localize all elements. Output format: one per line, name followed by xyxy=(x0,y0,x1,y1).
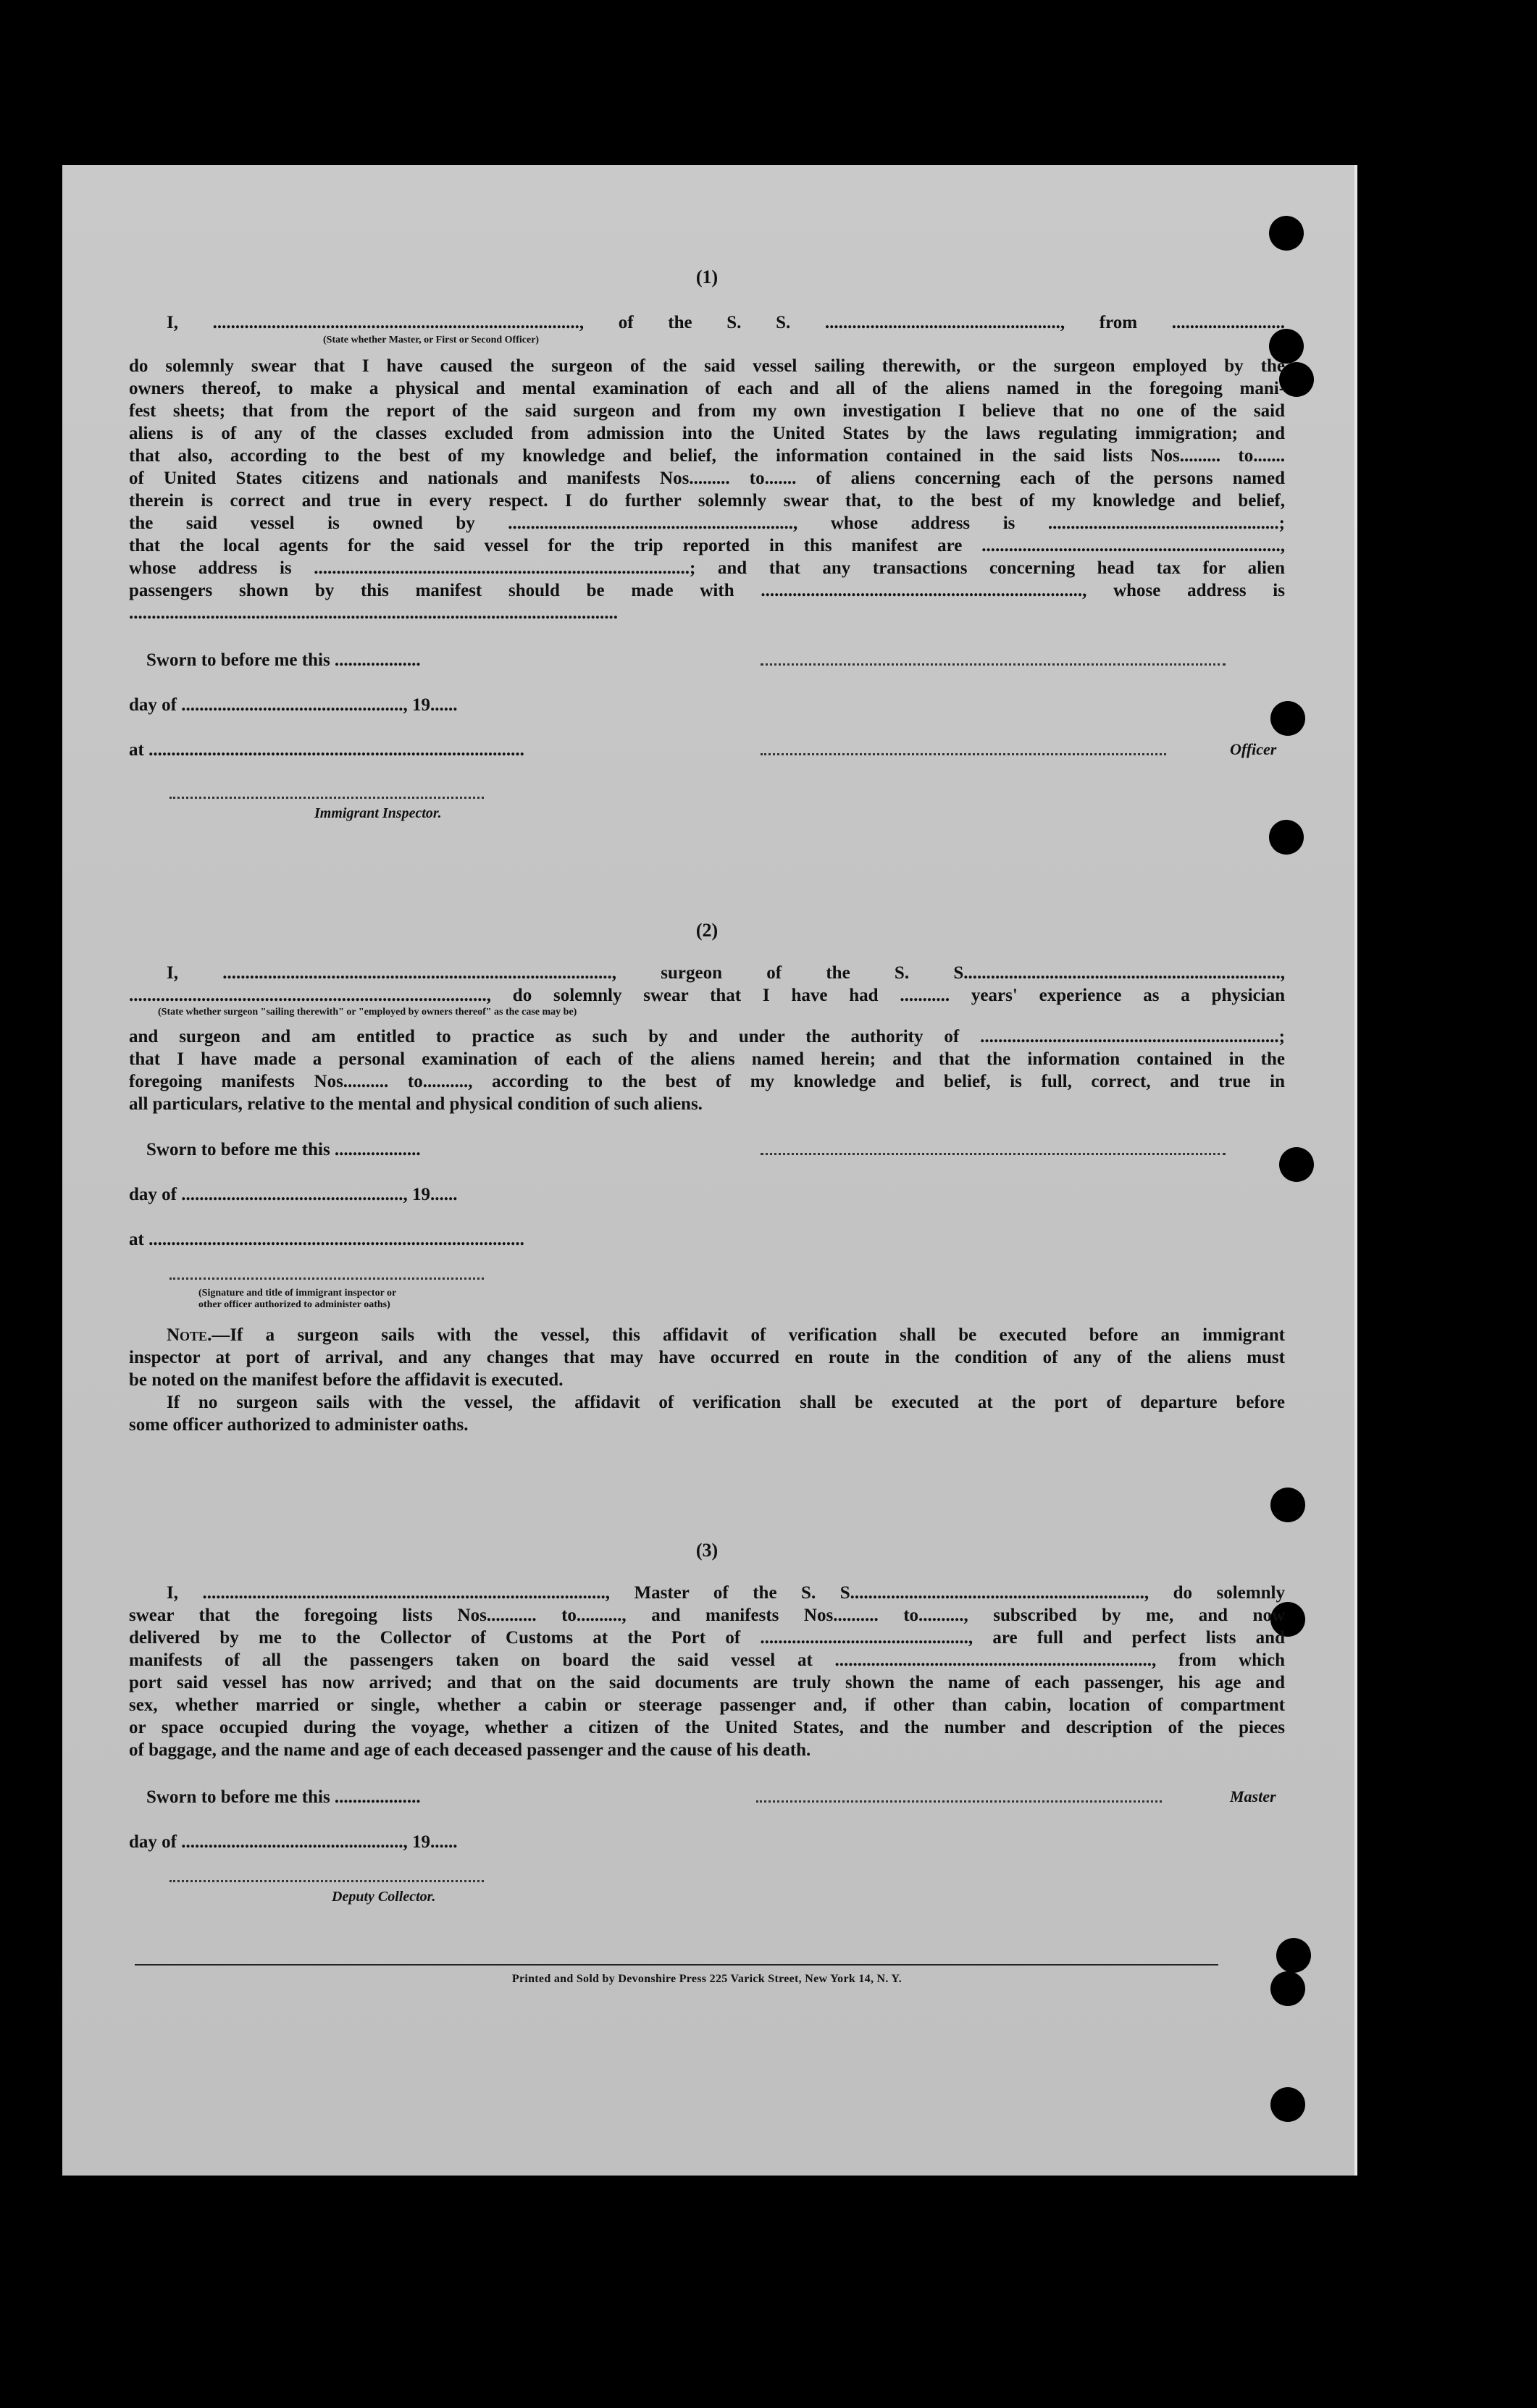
note-text: —If a surgeon sails with the vessel, this affidavit of verification shall be executed before an immigrant xyxy=(212,1325,1285,1345)
oath-line: therein is correct and true in every respect. I do further solemnly swear that, to the best of my knowledge and belief, xyxy=(129,491,1285,511)
at-label: at ................................................................................... xyxy=(129,740,524,760)
signature-line xyxy=(761,1153,1226,1155)
manifest-sheet xyxy=(62,165,1354,2176)
inspector-signature-line xyxy=(169,1278,484,1280)
oath-line: that I have made a personal examination of each of the aliens named herein; and that the information contained in the xyxy=(129,1049,1285,1069)
officer-signature-line xyxy=(761,753,1166,755)
oath-line: swear that the foregoing lists Nos........... to.........., and manifests Nos.......... to.........., subscribed by me, and now xyxy=(129,1606,1285,1625)
oath-line: or space occupied during the voyage, whether a citizen of the United States, and the number and description of the pieces xyxy=(129,1718,1285,1737)
oath-line: whose address is ...................................................................................; and that any transactions concerning head tax for alien xyxy=(129,558,1285,578)
section-number: (2) xyxy=(695,920,719,941)
surgeon-first-line: I, ......................................................................................, surgeon of the S. S......................................................................, xyxy=(167,963,1285,983)
oath-line: delivered by me to the Collector of Customs at the Port of .............................................., are full and perfect lists and xyxy=(129,1628,1285,1648)
section-number: (3) xyxy=(695,1540,719,1561)
oath-line: of United States citizens and nationals and manifests Nos......... to....... of aliens concerning each of the persons named xyxy=(129,469,1285,488)
oath-line: the said vessel is owned by ..............................................................., whose address is ...................................................; xyxy=(129,513,1285,533)
oath-line: sex, whether married or single, whether a cabin or steerage passenger and, if other than cabin, location of compartment xyxy=(129,1695,1285,1715)
oath-line: passengers shown by this manifest should be made with ......................................................................., whose address is xyxy=(129,581,1285,600)
note-line: be noted on the manifest before the affidavit is executed. xyxy=(129,1370,564,1390)
oath-line: that also, according to the best of my knowledge and belief, the information contained in the said lists Nos......... to....... xyxy=(129,446,1285,466)
oath-line: I, ........................................................................................., Master of the S. S................................................................., do solemnly xyxy=(167,1583,1285,1603)
note-line: inspector at port of arrival, and any changes that may have occurred en route in the condition of any of the aliens must xyxy=(129,1348,1285,1367)
master-first-line: I, ................................................................................., of the S. S. ...................................................., from ......................... xyxy=(167,313,1285,332)
oath-line: ............................................................................................................ xyxy=(129,603,618,623)
inspector-signature-line xyxy=(169,797,484,799)
day-label: day of ................................................., 19...... xyxy=(129,695,458,715)
signature-caption: other officer authorized to administer oaths) xyxy=(198,1299,390,1310)
at-label: at ................................................................................... xyxy=(129,1230,524,1249)
collector-label: Deputy Collector. xyxy=(332,1889,436,1905)
footer-rule xyxy=(135,1964,1218,1966)
master-signature-line xyxy=(756,1800,1162,1803)
sworn-label: Sworn to before me this ................... xyxy=(146,1787,421,1807)
oath-line: that the local agents for the said vessel for the trip reported in this manifest are .................................................................., xyxy=(129,536,1285,555)
punch-hole xyxy=(1270,701,1305,736)
master-instruction: (State whether Master, or First or Second Officer) xyxy=(323,335,540,345)
note-line: some officer authorized to administer oaths. xyxy=(129,1415,469,1435)
master-label: Master xyxy=(1230,1787,1276,1805)
oath-line: port said vessel has now arrived; and that on the said documents are truly shown the name of each passenger, his age and xyxy=(129,1673,1285,1692)
printer-imprint: Printed and Sold by Devonshire Press 225 Varick Street, New York 14, N. Y. xyxy=(511,1973,902,1985)
bleed-through-text xyxy=(178,223,184,248)
sworn-label: Sworn to before me this ................... xyxy=(146,650,421,670)
signature-caption: (Signature and title of immigrant inspector or xyxy=(198,1288,397,1299)
oath-line: of baggage, and the name and age of each deceased passenger and the cause of his death. xyxy=(129,1740,811,1760)
oath-line: aliens is of any of the classes excluded from admission into the United States by the laws regulating immigration; and xyxy=(129,424,1285,443)
sworn-label: Sworn to before me this ................... xyxy=(146,1140,421,1159)
section-number: (1) xyxy=(695,267,719,288)
oath-line: fest sheets; that from the report of the said surgeon and from my own investigation I believe that no one of the said xyxy=(129,401,1285,421)
sheet-edge xyxy=(1354,165,1357,2176)
signature-line xyxy=(761,663,1226,666)
oath-line: owners thereof, to make a physical and mental examination of each and all of the aliens named in the foregoing mani- xyxy=(129,379,1285,398)
punch-hole xyxy=(1279,1147,1314,1182)
punch-hole xyxy=(1270,1488,1305,1522)
oath-line: and surgeon and am entitled to practice as such by and under the authority of ..................................................................; xyxy=(129,1027,1285,1046)
oath-line: foregoing manifests Nos.......... to.........., according to the best of my knowledge and belief, is full, correct, and true in xyxy=(129,1072,1285,1091)
punch-hole xyxy=(1276,1938,1311,1973)
day-label: day of ................................................., 19...... xyxy=(129,1185,458,1204)
collector-signature-line xyxy=(169,1880,484,1882)
oath-line: manifests of all the passengers taken on board the said vessel at ......................................................................, from which xyxy=(129,1650,1285,1670)
surgeon-second-line: ..............................................................................., do solemnly swear that I have had ........... years' experience as a physician xyxy=(129,986,1285,1005)
inspector-label: Immigrant Inspector. xyxy=(314,805,442,821)
oath-line: all particulars, relative to the mental and physical condition of such aliens. xyxy=(129,1094,703,1114)
officer-label: Officer xyxy=(1230,740,1277,758)
surgeon-instruction: (State whether surgeon "sailing therewith" or "employed by owners thereof" as the case may be) xyxy=(158,1007,577,1018)
note-line xyxy=(167,1324,1285,1346)
punch-hole xyxy=(1270,2087,1305,2122)
oath-line: do solemnly swear that I have caused the surgeon of the said vessel sailing therewith, or the surgeon employed by the xyxy=(129,356,1285,376)
day-label: day of ................................................., 19...... xyxy=(129,1832,458,1852)
punch-hole xyxy=(1269,216,1304,251)
punch-hole xyxy=(1269,820,1304,855)
note-line: If no surgeon sails with the vessel, the affidavit of verification shall be executed at the port of departure before xyxy=(167,1393,1285,1412)
note-heading: Note. xyxy=(167,1325,212,1345)
